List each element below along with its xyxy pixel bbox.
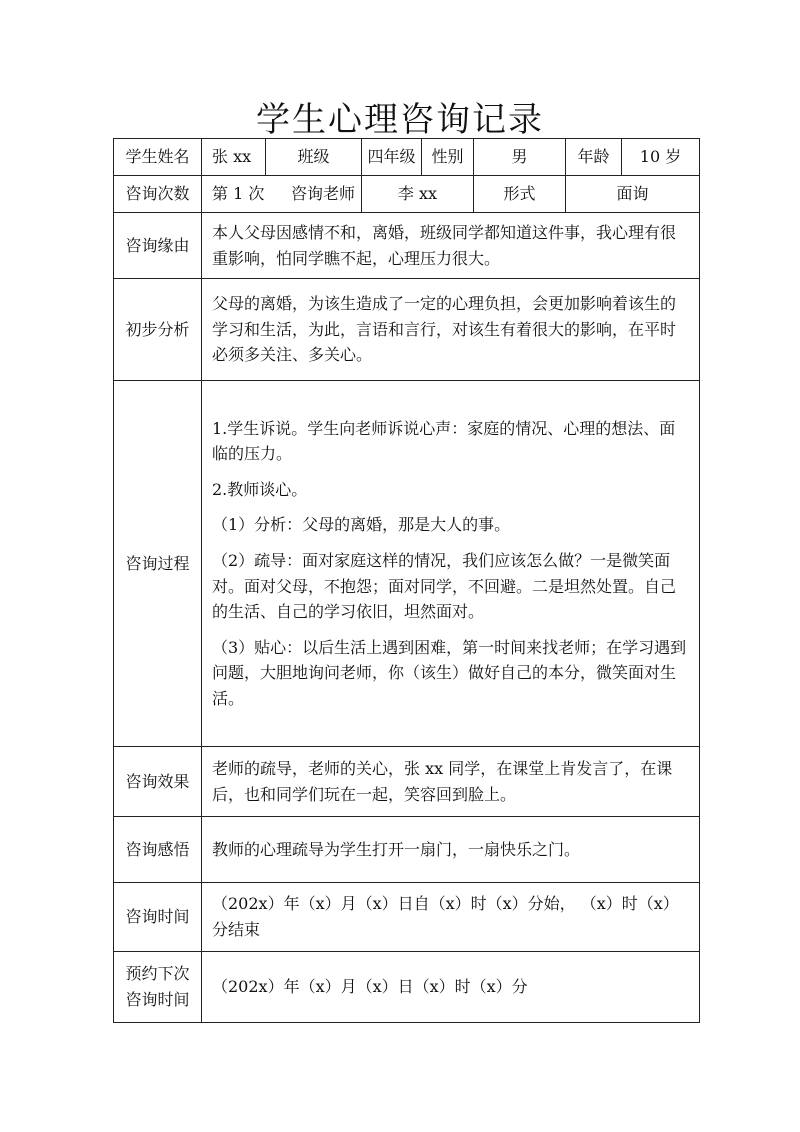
process-row bbox=[114, 381, 700, 747]
process-analysis: （1）分析：父母的离婚，那是大人的事。 bbox=[212, 515, 511, 535]
insight-row bbox=[114, 817, 700, 883]
session-info-row bbox=[114, 176, 700, 213]
time-row bbox=[114, 883, 700, 952]
process-step-2: 2.教师谈心。 bbox=[212, 479, 308, 499]
class-value: 四年级 bbox=[362, 139, 422, 176]
analysis-label: 初步分析 bbox=[114, 279, 202, 381]
consultation-record-table bbox=[113, 138, 700, 1023]
next-label bbox=[114, 952, 202, 1023]
process-care: （3）贴心：以后生活上遇到困难，第一时间来找老师；在学习遇到问题，大胆地询问老师，你（该生）做好自己的本分，微笑面对生活。 bbox=[212, 637, 687, 708]
next-label-line-2: 咨询时间 bbox=[125, 990, 190, 1009]
age-label: 年龄 bbox=[566, 139, 622, 176]
form-label: 形式 bbox=[474, 176, 566, 213]
teacher-label: 咨询老师 bbox=[290, 184, 355, 204]
count-label: 咨询次数 bbox=[114, 176, 202, 213]
next-text: （202x）年（x）月（x）日（x）时（x）分 bbox=[202, 952, 700, 1023]
form-value: 面询 bbox=[566, 176, 700, 213]
student-name-label: 学生姓名 bbox=[114, 139, 202, 176]
next-label-line-1: 预约下次 bbox=[125, 964, 190, 984]
teacher-value: 李 xx bbox=[362, 176, 474, 213]
next-appointment-row bbox=[114, 952, 700, 1023]
reason-row bbox=[114, 213, 700, 279]
process-guidance: （2）疏导：面对家庭这样的情况，我们应该怎么做？一是微笑面对。面对父母，不抱怨；面对同学，不回避。二是坦然处置。自己的生活、自己的学习依旧，坦然面对。 bbox=[212, 550, 677, 622]
reason-text: 本人父母因感情不和，离婚，班级同学都知道这件事，我心理有很重影响，怕同学瞧不起，心理压力很大。 bbox=[202, 213, 700, 279]
process-cell bbox=[202, 381, 700, 747]
time-text: （202x）年（x）月（x）日自（x）时（x）分始， （x）时（x）分结束 bbox=[202, 883, 700, 952]
student-info-row bbox=[114, 139, 700, 176]
insight-label: 咨询感悟 bbox=[114, 817, 202, 883]
process-step-1: 1.学生诉说。学生向老师诉说心声：家庭的情况、心理的想法、面临的压力。 bbox=[212, 418, 676, 464]
class-label: 班级 bbox=[266, 139, 362, 176]
analysis-text: 父母的离婚，为该生造成了一定的心理负担，会更加影响着该生的学习和生活，为此，言语和言行，对该生有着很大的影响，在平时必须多关注、多关心。 bbox=[202, 279, 700, 381]
reason-label: 咨询缘由 bbox=[114, 213, 202, 279]
insight-text: 教师的心理疏导为学生打开一扇门，一扇快乐之门。 bbox=[202, 817, 700, 883]
page-title: 学生心理咨询记录 bbox=[256, 100, 544, 140]
analysis-row bbox=[114, 279, 700, 381]
count-value: 第 1 次 bbox=[212, 184, 265, 204]
effect-text: 老师的疏导，老师的关心，张 xx 同学，在课堂上肯发言了，在课后，也和同学们玩在一起，笑容回到脸上。 bbox=[202, 747, 700, 817]
age-value: 10 岁 bbox=[622, 139, 700, 176]
gender-value: 男 bbox=[474, 139, 566, 176]
time-label: 咨询时间 bbox=[114, 883, 202, 952]
gender-label: 性别 bbox=[422, 139, 474, 176]
student-name-value: 张 xx bbox=[202, 139, 266, 176]
effect-row bbox=[114, 747, 700, 817]
effect-label: 咨询效果 bbox=[114, 747, 202, 817]
count-teacher-cell bbox=[202, 176, 362, 213]
process-label: 咨询过程 bbox=[114, 381, 202, 747]
